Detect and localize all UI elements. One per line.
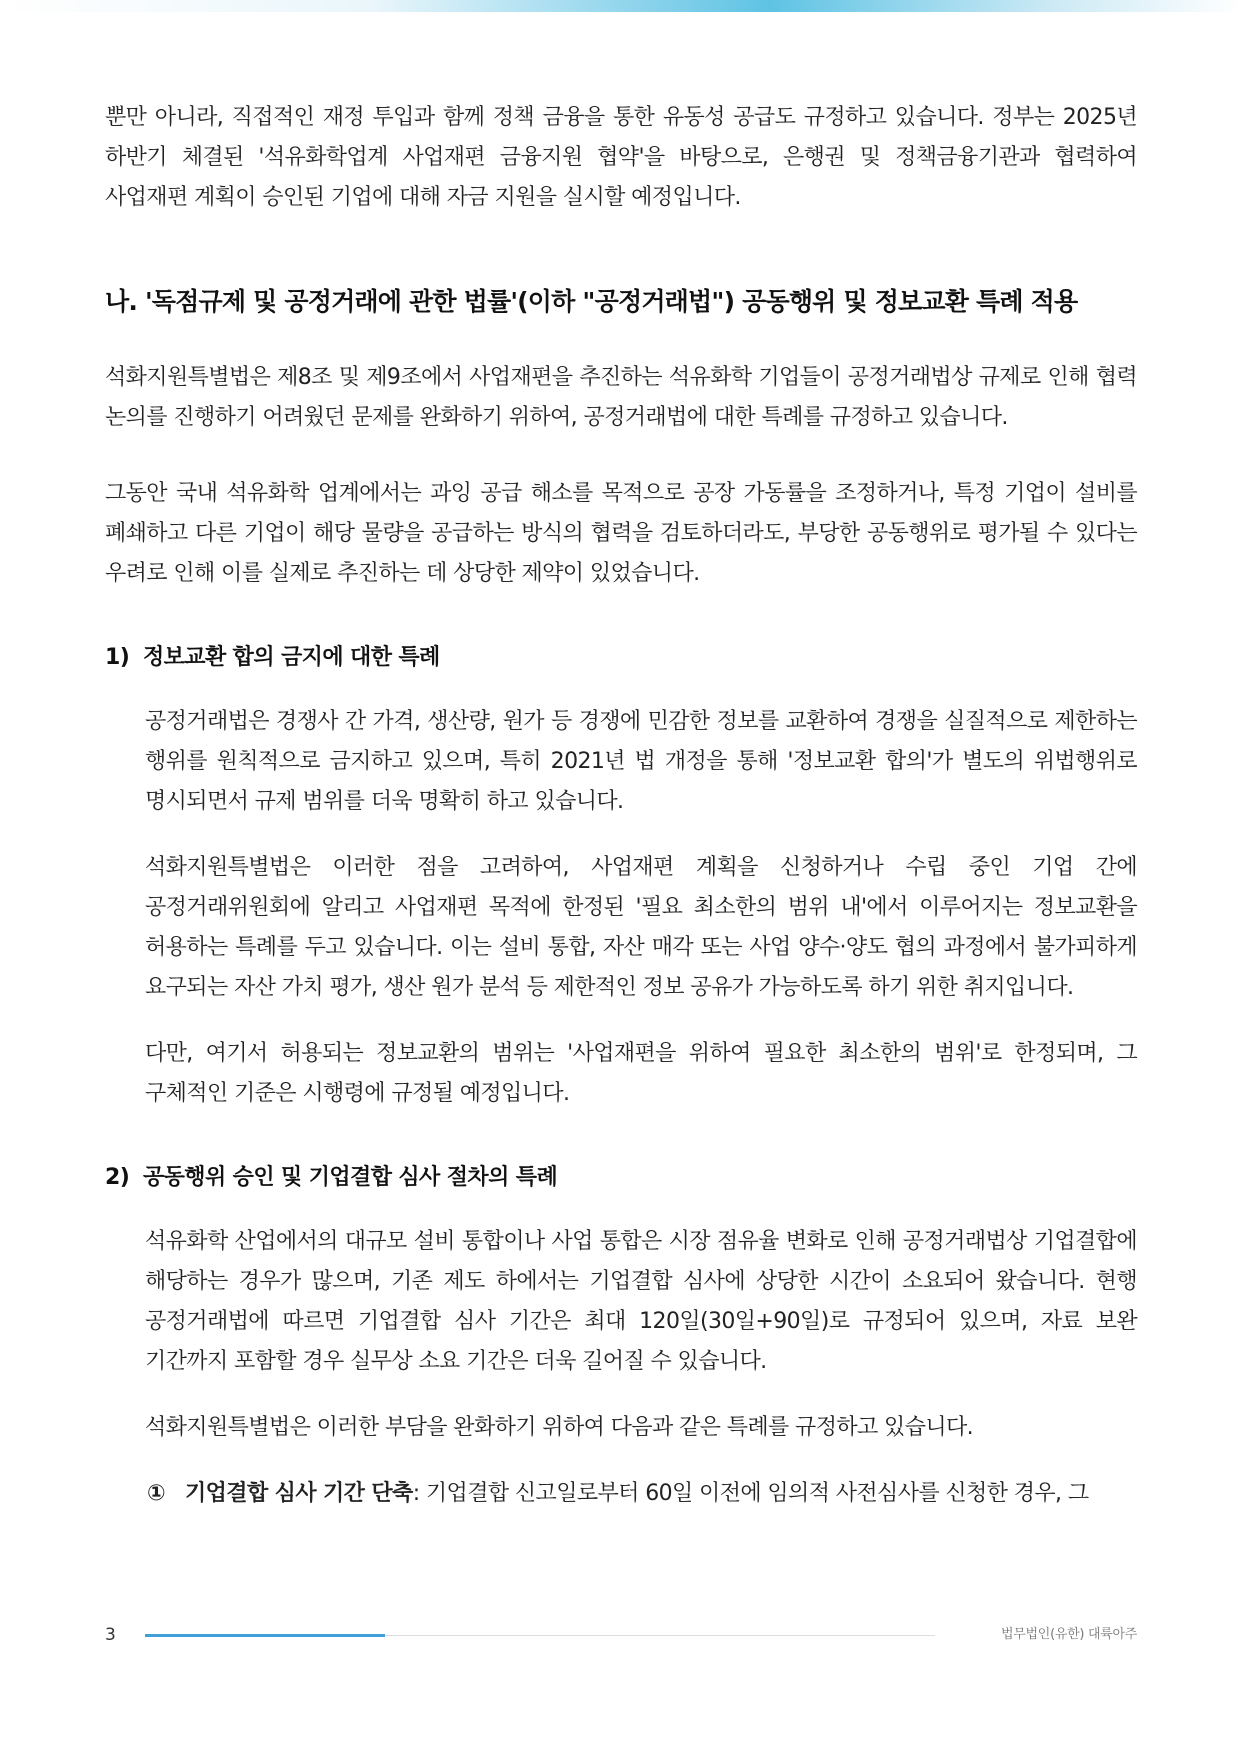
list-item-body: : 기업결합 신고일로부터 60일 이전에 임의적 사전심사를 신청한 경우, 그 (412, 1481, 1089, 1506)
list-item-text (185, 1474, 1137, 1514)
subsection-title: 정보교환 합의 금지에 대한 특례 (143, 645, 440, 670)
subsection-body-2 (105, 1222, 1137, 1448)
firm-name: 법무법인(유한) 대륙아주 (1001, 1627, 1137, 1642)
section-paragraph: 석화지원특별법은 제8조 및 제9조에서 사업재편을 추진하는 석유화학 기업들이 공정거래법상 규제로 인해 협력 논의를 진행하기 어려웠던 문제를 완화하기 위하여, 공정거래법에 대한 특례를 규정하고 있습니다. (105, 365, 1137, 430)
subsection-number: 1) (105, 645, 130, 670)
subsection-body-1 (105, 702, 1137, 1114)
page-content (105, 98, 1137, 1514)
subsection-heading-1 (105, 638, 1137, 678)
list-item-title: 기업결합 심사 기간 단축 (185, 1481, 413, 1506)
subsection-heading-2 (105, 1158, 1137, 1198)
page-footer (105, 1620, 1137, 1650)
subsection-paragraph: 석화지원특별법은 이러한 점을 고려하여, 사업재편 계획을 신청하거나 수립 중인 기업 간에 공정거래위원회에 알리고 사업재편 목적에 한정된 '필요 최소한의 범위 내'에서 이루어지는 정보교환을 허용하는 특례를 두고 있습니다. 이는 설비 통합, 자산 매각 또는 사업 양수·양도 협의 과정에서 불가피하게 요구되는 자산 가치 평가, 생산 원가 분석 등 제한적인 정보 공유가 가능하도록 하기 위한 취지입니다. (145, 855, 1137, 1000)
subsection-paragraph: 석유화학 산업에서의 대규모 설비 통합이나 사업 통합은 시장 점유율 변화로 인해 공정거래법상 기업결합에 해당하는 경우가 많으며, 기존 제도 하에서는 기업결합 심사에 상당한 시간이 소요되어 왔습니다. 현행 공정거래법에 따르면 기업결합 심사 기간은 최대 120일(30일+90일)로 규정되어 있으며, 자료 보완 기간까지 포함할 경우 실무상 소요 기간은 더욱 길어질 수 있습니다. (145, 1229, 1137, 1374)
subsection-paragraph: 다만, 여기서 허용되는 정보교환의 범위는 '사업재편을 위하여 필요한 최소한의 범위'로 한정되며, 그 구체적인 기준은 시행령에 규정될 예정입니다. (145, 1041, 1137, 1106)
list-item (105, 1474, 1137, 1514)
top-decorative-band (0, 0, 1241, 12)
subsection-number: 2) (105, 1165, 130, 1190)
footer-divider-accent (145, 1634, 385, 1637)
intro-paragraph: 뿐만 아니라, 직접적인 재정 투입과 함께 정책 금융을 통한 유동성 공급도 규정하고 있습니다. 정부는 2025년 하반기 체결된 '석유화학업계 사업재편 금융지원 협약'을 바탕으로, 은행권 및 정책금융기관과 협력하여 사업재편 계획이 승인된 기업에 대해 자금 지원을 실시할 예정입니다. (105, 105, 1137, 210)
section-paragraph: 그동안 국내 석유화학 업계에서는 과잉 공급 해소를 목적으로 공장 가동률을 조정하거나, 특정 기업이 설비를 폐쇄하고 다른 기업이 해당 물량을 공급하는 방식의 협력을 검토하더라도, 부당한 공동행위로 평가될 수 있다는 우려로 인해 이를 실제로 추진하는 데 상당한 제약이 있었습니다. (105, 481, 1137, 586)
subsection-paragraph: 공정거래법은 경쟁사 간 가격, 생산량, 원가 등 경쟁에 민감한 정보를 교환하여 경쟁을 실질적으로 제한하는 행위를 원칙적으로 금지하고 있으며, 특히 2021년 법 개정을 통해 '정보교환 합의'가 별도의 위법행위로 명시되면서 규제 범위를 더욱 명확히 하고 있습니다. (145, 709, 1137, 814)
section-heading: 나. '독점규제 및 공정거래에 관한 법률'(이하 "공정거래법") 공동행위 및 정보교환 특례 적용 (105, 287, 1078, 316)
subsection-paragraph: 석화지원특별법은 이러한 부담을 완화하기 위하여 다음과 같은 특례를 규정하고 있습니다. (145, 1415, 974, 1440)
list-marker: ① (147, 1481, 166, 1506)
page-number: 3 (105, 1625, 116, 1645)
subsection-title: 공동행위 승인 및 기업결합 심사 절차의 특례 (143, 1165, 558, 1190)
